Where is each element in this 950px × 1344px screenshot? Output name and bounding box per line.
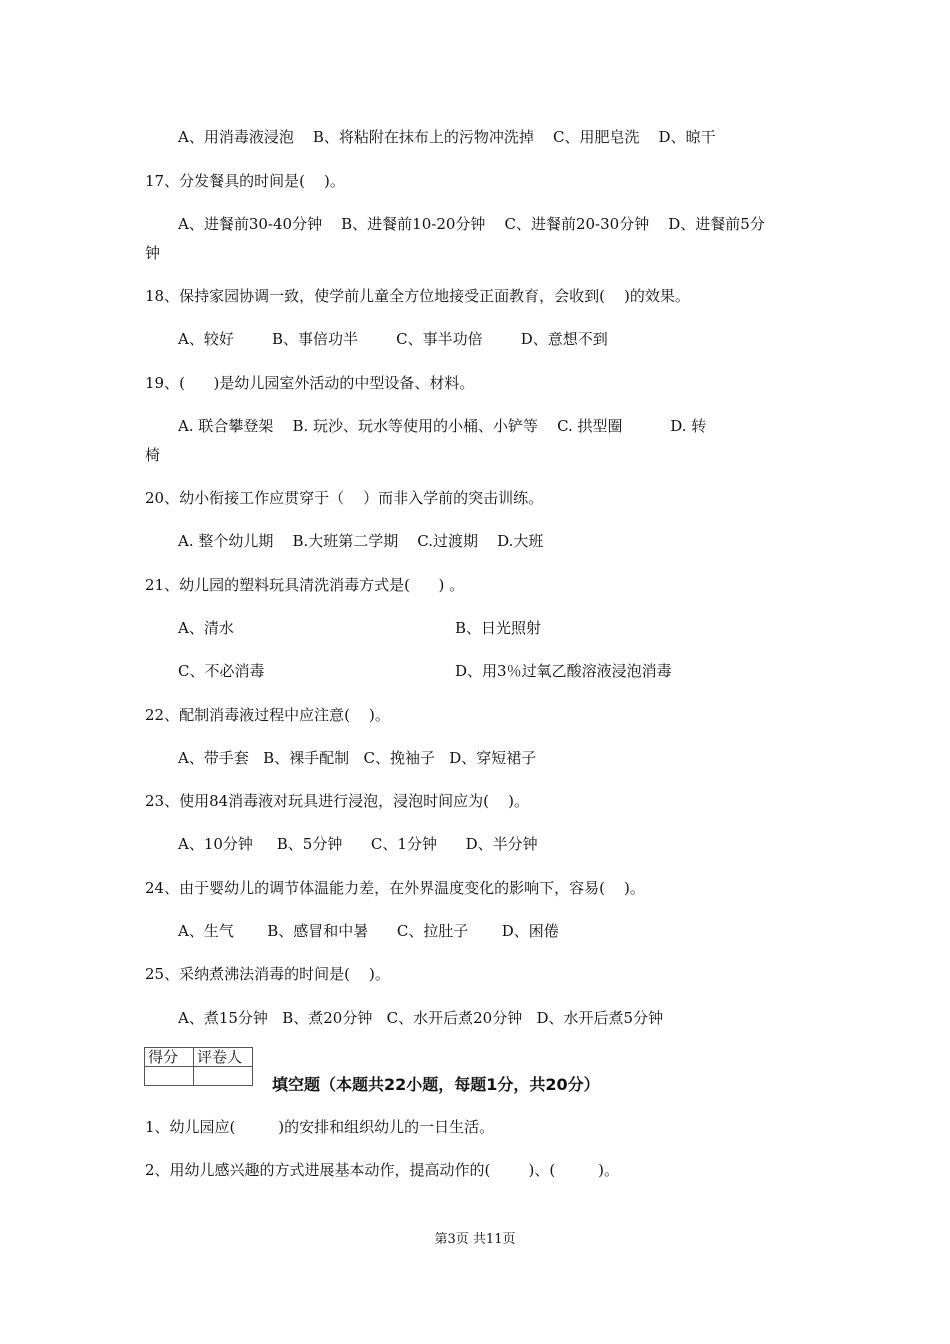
score-label: 得分 <box>145 1048 194 1067</box>
q21-option-b: B、日光照射 <box>455 619 542 637</box>
q22-options: A、带手套 B、裸手配制 C、挽袖子 D、穿短裙子 <box>178 749 537 767</box>
q21-option-c: C、不必消毒 <box>178 662 265 680</box>
q19-options-wrap: 椅 <box>145 446 161 464</box>
section-title: 填空题（本题共22小题，每题1分，共20分） <box>272 1075 600 1094</box>
q17-options: A、进餐前30-40分钟 B、进餐前10-20分钟 C、进餐前20-30分钟 D、进餐前5分 <box>178 215 765 233</box>
q21-option-a: A、清水 <box>178 619 234 637</box>
q25-question: 25、采纳煮沸法消毒的时间是( )。 <box>145 965 390 983</box>
q21-question: 21、幼儿园的塑料玩具清洗消毒方式是( ) 。 <box>145 576 465 594</box>
q20-question: 20、幼小衔接工作应贯穿于（ ）而非入学前的突击训练。 <box>145 489 544 507</box>
q19-question: 19、( )是幼儿园室外活动的中型设备、材料。 <box>145 374 475 392</box>
q24-options: A、生气 B、感冒和中暑 C、拉肚子 D、困倦 <box>178 922 559 940</box>
score-cell <box>145 1067 194 1086</box>
fill-question-1: 1、幼儿园应( )的安排和组织幼儿的一日生活。 <box>145 1118 495 1136</box>
fill-question-2: 2、用幼儿感兴趣的方式进展基本动作，提高动作的( )、( )。 <box>145 1161 620 1179</box>
q16-options: A、用消毒液浸泡 B、将粘附在抹布上的污物冲洗掉 C、用肥皂洗 D、晾干 <box>178 128 716 146</box>
q18-options: A、较好 B、事倍功半 C、事半功倍 D、意想不到 <box>178 330 608 348</box>
q21-option-d: D、用3％过氧乙酸溶液浸泡消毒 <box>455 662 672 680</box>
q20-options: A. 整个幼儿期 B.大班第二学期 C.过渡期 D.大班 <box>178 532 544 550</box>
q17-options-wrap: 钟 <box>145 244 161 262</box>
q18-question: 18、保持家园协调一致，使学前儿童全方位地接受正面教育，会收到( )的效果。 <box>145 287 690 305</box>
grader-cell <box>194 1067 253 1086</box>
q17-question: 17、分发餐具的时间是( )。 <box>145 172 345 190</box>
q19-options: A. 联合攀登架 B. 玩沙、玩水等使用的小桶、小铲等 C. 拱型圈 D. 转 <box>178 417 707 435</box>
grader-label: 评卷人 <box>194 1048 253 1067</box>
q25-options: A、煮15分钟 B、煮20分钟 C、水开后煮20分钟 D、水开后煮5分钟 <box>178 1009 664 1027</box>
page-footer: 第3页 共11页 <box>434 1232 516 1247</box>
q23-question: 23、使用84消毒液对玩具进行浸泡，浸泡时间应为( )。 <box>145 792 529 810</box>
q22-question: 22、配制消毒液过程中应注意( )。 <box>145 706 390 724</box>
q24-question: 24、由于婴幼儿的调节体温能力差，在外界温度变化的影响下，容易( )。 <box>145 879 645 897</box>
score-box <box>144 1047 253 1086</box>
q23-options: A、10分钟 B、5分钟 C、1分钟 D、半分钟 <box>178 835 538 853</box>
